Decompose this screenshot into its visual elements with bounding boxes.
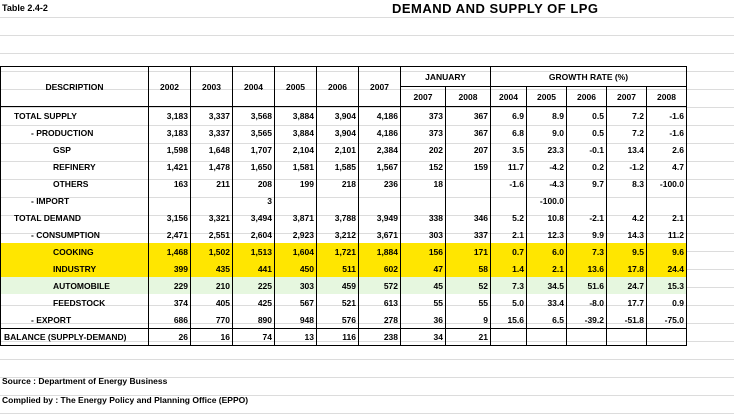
year-value-cell: 1,421 — [149, 158, 191, 175]
year-value-cell: 405 — [191, 294, 233, 311]
year-value-cell: 441 — [233, 260, 275, 277]
year-value-cell: 2,471 — [149, 226, 191, 243]
header-growth-year: 2007 — [607, 87, 647, 107]
year-value-cell: 686 — [149, 311, 191, 329]
year-value-cell: 13 — [275, 329, 317, 346]
year-value-cell: 3,871 — [275, 209, 317, 226]
year-value-cell: 890 — [233, 311, 275, 329]
table-label: Table 2.4-2 — [2, 3, 48, 13]
january-value-cell: 159 — [446, 158, 491, 175]
year-value-cell: 116 — [317, 329, 359, 346]
year-value-cell: 3,904 — [317, 107, 359, 125]
header-description: DESCRIPTION — [1, 67, 149, 107]
row-label: COOKING — [1, 243, 149, 260]
january-value-cell: 337 — [446, 226, 491, 243]
growth-rate-cell: 11.7 — [491, 158, 527, 175]
january-value-cell: 207 — [446, 141, 491, 158]
growth-rate-cell — [491, 329, 527, 346]
table-row — [1, 226, 687, 243]
year-value-cell: 2,384 — [359, 141, 401, 158]
year-value-cell: 3,183 — [149, 107, 191, 125]
year-value-cell: 3,949 — [359, 209, 401, 226]
year-value-cell — [317, 192, 359, 209]
year-value-cell: 459 — [317, 277, 359, 294]
table-row — [1, 294, 687, 311]
growth-rate-cell: 9.9 — [567, 226, 607, 243]
growth-rate-cell — [567, 329, 607, 346]
january-value-cell: 202 — [401, 141, 446, 158]
year-value-cell: 2,104 — [275, 141, 317, 158]
row-label: AUTOMOBILE — [1, 277, 149, 294]
year-value-cell: 2,604 — [233, 226, 275, 243]
growth-rate-cell: 0.2 — [567, 158, 607, 175]
growth-rate-cell: 14.3 — [607, 226, 647, 243]
growth-rate-cell: 4.2 — [607, 209, 647, 226]
growth-rate-cell: -0.1 — [567, 141, 607, 158]
january-value-cell: 367 — [446, 124, 491, 141]
january-value-cell: 58 — [446, 260, 491, 277]
year-value-cell: 278 — [359, 311, 401, 329]
growth-rate-cell: -4.3 — [527, 175, 567, 192]
row-label: INDUSTRY — [1, 260, 149, 277]
year-value-cell: 1,478 — [191, 158, 233, 175]
header-growth-year: 2004 — [491, 87, 527, 107]
january-value-cell — [401, 192, 446, 209]
growth-rate-cell: 9.7 — [567, 175, 607, 192]
growth-rate-cell: 24.7 — [607, 277, 647, 294]
header-year: 2004 — [233, 67, 275, 107]
row-label: - PRODUCTION — [1, 124, 149, 141]
year-value-cell: 3,494 — [233, 209, 275, 226]
year-value-cell: 1,581 — [275, 158, 317, 175]
year-value-cell — [191, 192, 233, 209]
year-value-cell: 1,650 — [233, 158, 275, 175]
header-year: 2006 — [317, 67, 359, 107]
growth-rate-cell — [607, 192, 647, 209]
year-value-cell: 1,585 — [317, 158, 359, 175]
growth-rate-cell: 6.0 — [527, 243, 567, 260]
growth-rate-cell: 13.4 — [607, 141, 647, 158]
year-value-cell: 303 — [275, 277, 317, 294]
row-label: TOTAL DEMAND — [1, 209, 149, 226]
year-value-cell: 511 — [317, 260, 359, 277]
january-value-cell: 55 — [401, 294, 446, 311]
january-value-cell: 18 — [401, 175, 446, 192]
year-value-cell: 3,183 — [149, 124, 191, 141]
january-value-cell: 34 — [401, 329, 446, 346]
year-value-cell: 399 — [149, 260, 191, 277]
growth-rate-cell: -1.6 — [647, 124, 687, 141]
compiled-note: Complied by : The Energy Policy and Planning Office (EPPO) — [2, 395, 249, 405]
growth-rate-cell: 7.3 — [567, 243, 607, 260]
row-label: - EXPORT — [1, 311, 149, 329]
year-value-cell: 218 — [317, 175, 359, 192]
growth-rate-cell: -4.2 — [527, 158, 567, 175]
year-value-cell — [149, 192, 191, 209]
growth-rate-cell: 11.2 — [647, 226, 687, 243]
header-january-year: 2007 — [401, 87, 446, 107]
growth-rate-cell: 1.4 — [491, 260, 527, 277]
year-value-cell: 567 — [275, 294, 317, 311]
growth-rate-cell: 5.0 — [491, 294, 527, 311]
row-label: TOTAL SUPPLY — [1, 107, 149, 125]
header-year: 2005 — [275, 67, 317, 107]
year-value-cell: 613 — [359, 294, 401, 311]
year-value-cell: 1,648 — [191, 141, 233, 158]
year-value-cell — [359, 192, 401, 209]
growth-rate-cell: 15.6 — [491, 311, 527, 329]
table-body — [1, 107, 687, 346]
year-value-cell: 236 — [359, 175, 401, 192]
year-value-cell: 3,884 — [275, 107, 317, 125]
source-note: Source : Department of Energy Business — [2, 376, 168, 386]
january-value-cell: 338 — [401, 209, 446, 226]
growth-rate-cell: 7.2 — [607, 124, 647, 141]
year-value-cell: 948 — [275, 311, 317, 329]
growth-rate-cell: 8.3 — [607, 175, 647, 192]
january-value-cell: 156 — [401, 243, 446, 260]
year-value-cell: 238 — [359, 329, 401, 346]
growth-rate-cell: 24.4 — [647, 260, 687, 277]
growth-rate-cell: -1.2 — [607, 158, 647, 175]
year-value-cell: 16 — [191, 329, 233, 346]
year-value-cell: 1,721 — [317, 243, 359, 260]
growth-rate-cell: 6.9 — [491, 107, 527, 125]
growth-rate-cell: 7.2 — [607, 107, 647, 125]
january-value-cell — [446, 192, 491, 209]
growth-rate-cell: 13.6 — [567, 260, 607, 277]
header-growth-year: 2008 — [647, 87, 687, 107]
growth-rate-cell: 33.4 — [527, 294, 567, 311]
growth-rate-cell: 17.8 — [607, 260, 647, 277]
growth-rate-cell: 6.8 — [491, 124, 527, 141]
table-row — [1, 124, 687, 141]
january-value-cell: 303 — [401, 226, 446, 243]
year-value-cell: 1,884 — [359, 243, 401, 260]
growth-rate-cell: 23.3 — [527, 141, 567, 158]
year-value-cell: 3,788 — [317, 209, 359, 226]
year-value-cell: 602 — [359, 260, 401, 277]
january-value-cell: 373 — [401, 107, 446, 125]
table-row — [1, 277, 687, 294]
header-growth-year: 2006 — [567, 87, 607, 107]
table-row — [1, 175, 687, 192]
growth-rate-cell: 5.2 — [491, 209, 527, 226]
header-year: 2003 — [191, 67, 233, 107]
growth-rate-cell: 2.6 — [647, 141, 687, 158]
growth-rate-cell: 12.3 — [527, 226, 567, 243]
table-row — [1, 107, 687, 125]
growth-rate-cell — [491, 192, 527, 209]
growth-rate-cell: 10.8 — [527, 209, 567, 226]
year-value-cell: 199 — [275, 175, 317, 192]
january-value-cell: 9 — [446, 311, 491, 329]
header-year: 2007 — [359, 67, 401, 107]
year-value-cell — [275, 192, 317, 209]
header-january: JANUARY — [401, 67, 491, 87]
growth-rate-cell: -75.0 — [647, 311, 687, 329]
january-value-cell — [446, 175, 491, 192]
january-value-cell: 47 — [401, 260, 446, 277]
table-row — [1, 260, 687, 277]
january-value-cell: 55 — [446, 294, 491, 311]
year-value-cell: 74 — [233, 329, 275, 346]
growth-rate-cell: -8.0 — [567, 294, 607, 311]
growth-rate-cell: 2.1 — [491, 226, 527, 243]
january-value-cell: 36 — [401, 311, 446, 329]
growth-rate-cell: 2.1 — [527, 260, 567, 277]
growth-rate-cell: 15.3 — [647, 277, 687, 294]
growth-rate-cell: -2.1 — [567, 209, 607, 226]
lpg-table — [0, 66, 687, 346]
year-value-cell: 576 — [317, 311, 359, 329]
growth-rate-cell — [527, 329, 567, 346]
year-value-cell: 210 — [191, 277, 233, 294]
growth-rate-cell: 34.5 — [527, 277, 567, 294]
growth-rate-cell: 9.6 — [647, 243, 687, 260]
row-label: OTHERS — [1, 175, 149, 192]
growth-rate-cell: -100.0 — [527, 192, 567, 209]
header-growth-year: 2005 — [527, 87, 567, 107]
year-value-cell: 1,513 — [233, 243, 275, 260]
row-label: GSP — [1, 141, 149, 158]
year-value-cell: 3,671 — [359, 226, 401, 243]
year-value-cell: 3,156 — [149, 209, 191, 226]
january-value-cell: 45 — [401, 277, 446, 294]
year-value-cell: 2,551 — [191, 226, 233, 243]
year-value-cell: 572 — [359, 277, 401, 294]
growth-rate-cell: 0.7 — [491, 243, 527, 260]
year-value-cell: 3,321 — [191, 209, 233, 226]
year-value-cell: 3,337 — [191, 124, 233, 141]
growth-rate-cell: 4.7 — [647, 158, 687, 175]
january-value-cell: 373 — [401, 124, 446, 141]
growth-rate-cell: 8.9 — [527, 107, 567, 125]
year-value-cell: 3,212 — [317, 226, 359, 243]
year-value-cell: 374 — [149, 294, 191, 311]
year-value-cell: 1,598 — [149, 141, 191, 158]
growth-rate-cell: 9.0 — [527, 124, 567, 141]
year-value-cell: 1,468 — [149, 243, 191, 260]
growth-rate-cell: 0.5 — [567, 124, 607, 141]
growth-rate-cell: -51.8 — [607, 311, 647, 329]
year-value-cell: 163 — [149, 175, 191, 192]
growth-rate-cell: 17.7 — [607, 294, 647, 311]
growth-rate-cell: 7.3 — [491, 277, 527, 294]
header-growth-rate: GROWTH RATE (%) — [491, 67, 687, 87]
growth-rate-cell — [647, 329, 687, 346]
growth-rate-cell: 9.5 — [607, 243, 647, 260]
year-value-cell: 225 — [233, 277, 275, 294]
table-row — [1, 192, 687, 209]
row-label: - CONSUMPTION — [1, 226, 149, 243]
year-value-cell: 3,568 — [233, 107, 275, 125]
growth-rate-cell: 0.9 — [647, 294, 687, 311]
year-value-cell: 450 — [275, 260, 317, 277]
year-value-cell: 3,565 — [233, 124, 275, 141]
year-value-cell: 3,884 — [275, 124, 317, 141]
year-value-cell: 521 — [317, 294, 359, 311]
row-label: REFINERY — [1, 158, 149, 175]
january-value-cell: 52 — [446, 277, 491, 294]
page-title: DEMAND AND SUPPLY OF LPG — [392, 1, 599, 16]
growth-rate-cell — [647, 192, 687, 209]
table-row — [1, 158, 687, 175]
growth-rate-cell: -1.6 — [491, 175, 527, 192]
growth-rate-cell — [607, 329, 647, 346]
year-value-cell: 3,337 — [191, 107, 233, 125]
growth-rate-cell: 3.5 — [491, 141, 527, 158]
table-row — [1, 311, 687, 329]
year-value-cell: 1,604 — [275, 243, 317, 260]
year-value-cell: 2,923 — [275, 226, 317, 243]
year-value-cell: 1,502 — [191, 243, 233, 260]
growth-rate-cell: 0.5 — [567, 107, 607, 125]
year-value-cell: 425 — [233, 294, 275, 311]
growth-rate-cell: 51.6 — [567, 277, 607, 294]
january-value-cell: 152 — [401, 158, 446, 175]
year-value-cell: 3 — [233, 192, 275, 209]
year-value-cell: 26 — [149, 329, 191, 346]
header-year: 2002 — [149, 67, 191, 107]
table-row — [1, 141, 687, 158]
row-label: BALANCE (SUPPLY-DEMAND) — [1, 329, 149, 346]
january-value-cell: 171 — [446, 243, 491, 260]
growth-rate-cell: 2.1 — [647, 209, 687, 226]
year-value-cell: 229 — [149, 277, 191, 294]
year-value-cell: 4,186 — [359, 124, 401, 141]
header-january-year: 2008 — [446, 87, 491, 107]
january-value-cell: 367 — [446, 107, 491, 125]
row-label: FEEDSTOCK — [1, 294, 149, 311]
january-value-cell: 346 — [446, 209, 491, 226]
year-value-cell: 2,101 — [317, 141, 359, 158]
growth-rate-cell: -1.6 — [647, 107, 687, 125]
january-value-cell: 21 — [446, 329, 491, 346]
table-row — [1, 329, 687, 346]
year-value-cell: 208 — [233, 175, 275, 192]
year-value-cell: 1,707 — [233, 141, 275, 158]
year-value-cell: 1,567 — [359, 158, 401, 175]
row-label: - IMPORT — [1, 192, 149, 209]
growth-rate-cell: 6.5 — [527, 311, 567, 329]
growth-rate-cell: -39.2 — [567, 311, 607, 329]
growth-rate-cell — [567, 192, 607, 209]
year-value-cell: 435 — [191, 260, 233, 277]
year-value-cell: 770 — [191, 311, 233, 329]
table-row — [1, 209, 687, 226]
year-value-cell: 3,904 — [317, 124, 359, 141]
year-value-cell: 211 — [191, 175, 233, 192]
growth-rate-cell: -100.0 — [647, 175, 687, 192]
table-row — [1, 243, 687, 260]
year-value-cell: 4,186 — [359, 107, 401, 125]
